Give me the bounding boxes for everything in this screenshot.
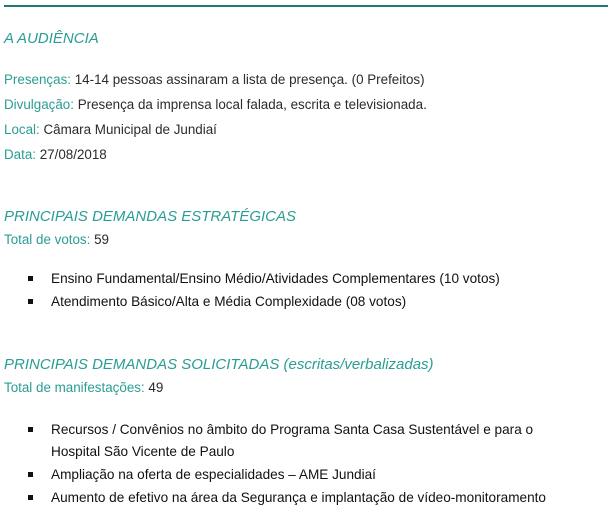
presencas-label: Presenças:	[4, 72, 71, 87]
total-manifestacoes-value: 49	[144, 380, 164, 395]
bullet-square-icon	[28, 472, 33, 477]
total-manifestacoes-line	[4, 380, 163, 395]
total-votos-value: 59	[90, 232, 109, 247]
presencas-line	[4, 72, 425, 87]
total-manifestacoes-label: Total de manifestações:	[4, 380, 145, 395]
solicitada-item-3: Aumento de efetivo na área da Segurança e implantação de vídeo-monitoramento	[51, 490, 546, 505]
data-label: Data:	[4, 147, 37, 162]
top-divider	[4, 5, 608, 7]
solicitada-item-1-line-1: Recursos / Convênios no âmbito do Programa Santa Casa Sustentável e para o	[51, 422, 534, 437]
divulgacao-line	[4, 97, 427, 112]
solicitada-item-2: Ampliação na oferta de especialidades – AME Jundiaí	[51, 467, 376, 482]
data-value: 27/08/2018	[36, 147, 107, 162]
bullet-square-icon	[28, 495, 33, 500]
section-title-audiencia: A AUDIÊNCIA	[4, 30, 99, 47]
bullet-square-icon	[28, 299, 33, 304]
section-title-estrategicas: PRINCIPAIS DEMANDAS ESTRATÉGICAS	[4, 208, 296, 225]
divulgacao-label: Divulgação:	[4, 97, 74, 112]
total-votos-line	[4, 232, 109, 247]
divulgacao-value: Presença da imprensa local falada, escrita e televisionada.	[73, 97, 427, 112]
presencas-value: 14-14 pessoas assinaram a lista de presença. (0 Prefeitos)	[71, 72, 425, 87]
bullet-square-icon	[28, 276, 33, 281]
local-label: Local:	[4, 122, 40, 137]
section-title-solicitadas: PRINCIPAIS DEMANDAS SOLICITADAS (escritas/verbalizadas)	[4, 356, 434, 373]
estrategica-item-1: Ensino Fundamental/Ensino Médio/Atividades Complementares (10 votos)	[51, 271, 500, 286]
local-value: Câmara Municipal de Jundiaí	[39, 122, 217, 137]
local-line	[4, 122, 217, 137]
bullet-square-icon	[28, 427, 33, 432]
data-line	[4, 147, 107, 162]
estrategica-item-2: Atendimento Básico/Alta e Média Complexidade (08 votos)	[51, 294, 407, 309]
total-votos-label: Total de votos:	[4, 232, 91, 247]
solicitada-item-1-line-2: Hospital São Vicente de Paulo	[51, 444, 235, 459]
